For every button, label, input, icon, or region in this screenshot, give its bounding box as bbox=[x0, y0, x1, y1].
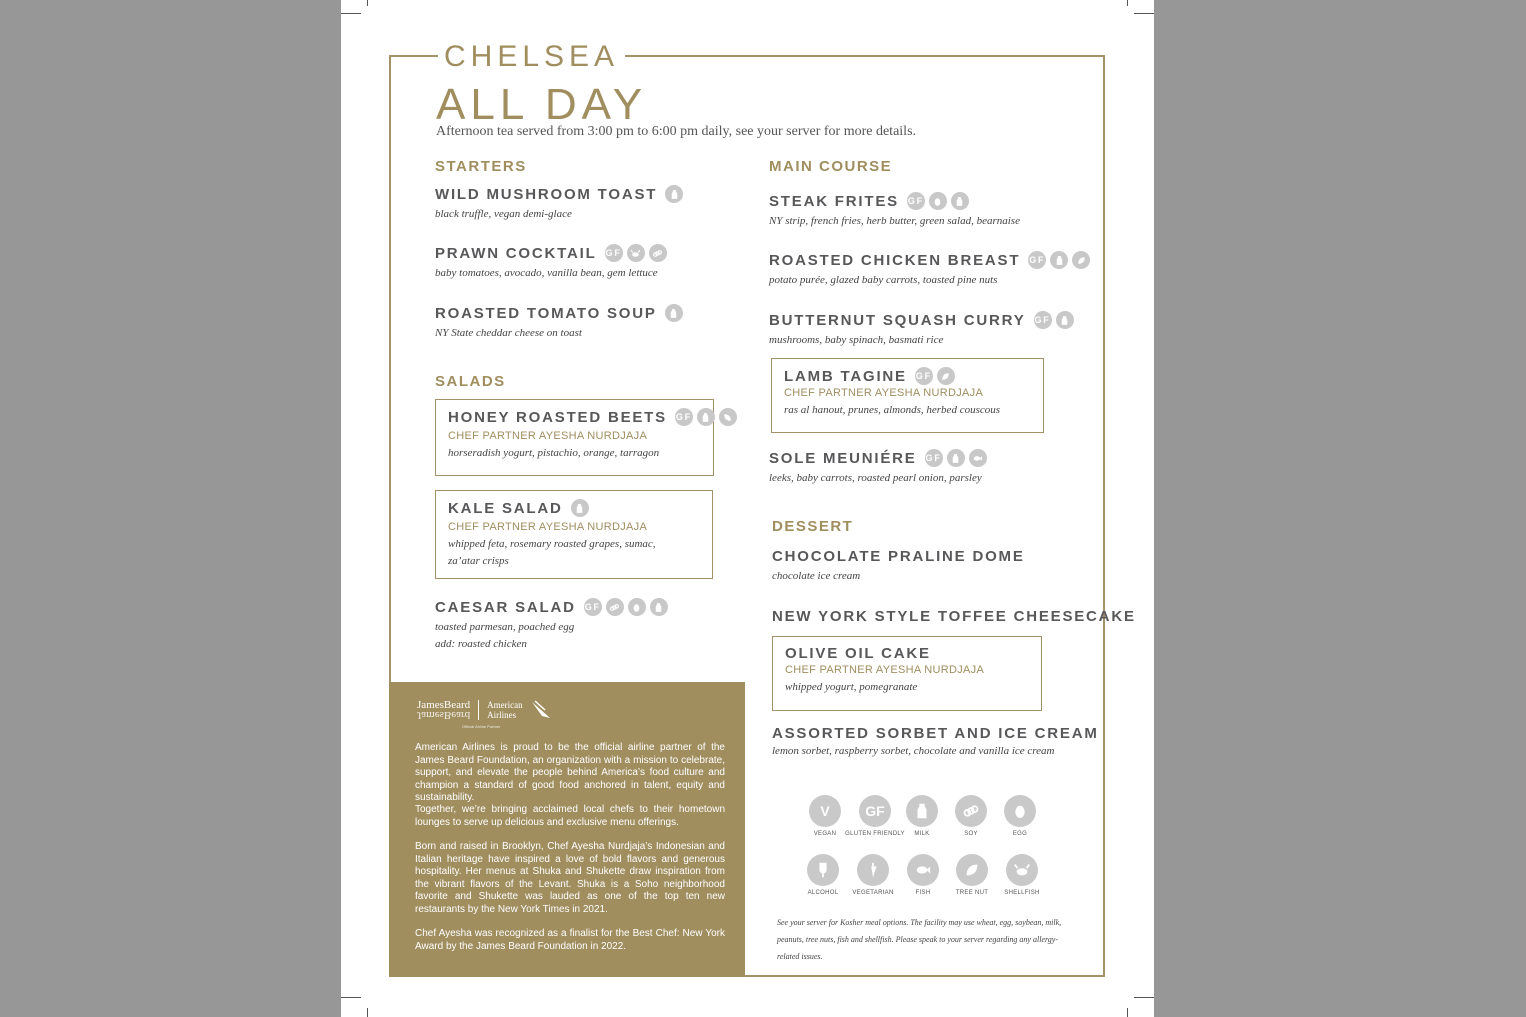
menu-item bbox=[772, 548, 1029, 585]
item-name: LAMB TAGINE bbox=[784, 367, 907, 385]
tree-nut-icon bbox=[937, 367, 955, 385]
section-starters: STARTERS bbox=[435, 158, 527, 175]
milk-icon bbox=[906, 795, 938, 827]
menu-item bbox=[772, 725, 1103, 760]
menu-item bbox=[435, 185, 683, 223]
partner-caption: Official Airline Partner bbox=[462, 724, 501, 729]
gluten-friendly-icon: GF bbox=[925, 449, 943, 467]
gluten-friendly-icon: GF bbox=[584, 598, 602, 616]
item-description: toasted parmesan, poached egg add: roasted chicken bbox=[435, 621, 575, 650]
item-name: ASSORTED SORBET AND ICE CREAM bbox=[772, 725, 1099, 742]
menu-item bbox=[435, 598, 668, 653]
eagle-icon bbox=[531, 700, 553, 720]
item-name: CAESAR SALAD bbox=[435, 598, 576, 616]
featured-item bbox=[435, 399, 714, 476]
item-description: black truffle, vegan demi-glace bbox=[435, 208, 572, 220]
panel-paragraph: American Airlines is proud to be the official airline partner of the James Beard Foundation, an organization with a mission to celebrate, support, and elevate the people behind America’s food culture and champion a standard of good food anchored in talent, equity and sustainability. bbox=[415, 742, 725, 803]
item-description: chocolate ice cream bbox=[772, 570, 861, 582]
menu-item bbox=[435, 244, 667, 282]
gluten-friendly-icon: GF bbox=[1034, 311, 1052, 329]
shellfish-icon bbox=[1006, 854, 1038, 886]
item-description: leeks, baby carrots, roasted pearl onion, parsley bbox=[769, 472, 982, 484]
milk-icon bbox=[1056, 311, 1074, 329]
soy-icon bbox=[955, 795, 987, 827]
item-name: SOLE MEUNIÉRE bbox=[769, 449, 917, 467]
crop-mark bbox=[341, 13, 361, 14]
legend-item: EGG bbox=[992, 795, 1048, 837]
egg-icon bbox=[929, 192, 947, 210]
panel-paragraph: Born and raised in Brooklyn, Chef Ayesha Nurdjaja’s Indonesian and Italian heritage have inspired a love of bold flavors and generous hospitality. Her menus at Shuka and Shukette draw inspiration from the vibrant flavors of the Levant. Shuka is a Soho neighborhood favorite and Shukette was lauded as one of the top ten new restaurants by the New York Times in 2021. bbox=[415, 841, 725, 915]
legend-item: GF GLUTEN FRIENDLY bbox=[842, 795, 908, 837]
brand-name: CHELSEA bbox=[438, 40, 625, 74]
chef-credit: CHEF PARTNER AYESHA NURDJAJA bbox=[784, 387, 984, 399]
panel-paragraph: Chef Ayesha was recognized as a finalist for the Best Chef: New York Award by the James Beard Foundation in 2022. bbox=[415, 928, 725, 952]
menu-item bbox=[772, 608, 1140, 625]
item-name: BUTTERNUT SQUASH CURRY bbox=[769, 311, 1026, 329]
item-description: baby tomatoes, avocado, vanilla bean, gem lettuce bbox=[435, 267, 658, 279]
tree-nut-icon bbox=[1072, 251, 1090, 269]
vegetarian-icon bbox=[857, 854, 889, 886]
item-name: ROASTED CHICKEN BREAST bbox=[769, 251, 1021, 269]
item-description: whipped yogurt, pomegranate bbox=[785, 681, 918, 693]
milk-icon bbox=[650, 598, 668, 616]
partner-panel bbox=[389, 682, 745, 977]
crop-mark bbox=[367, 0, 368, 6]
item-description: whipped feta, rosemary roasted grapes, sumac, za’atar crisps bbox=[448, 538, 656, 567]
item-name: OLIVE OIL CAKE bbox=[785, 645, 931, 662]
milk-icon bbox=[665, 304, 683, 322]
milk-icon bbox=[697, 408, 715, 426]
legend-item: ALCOHOL bbox=[795, 854, 851, 896]
vegan-icon: V bbox=[809, 795, 841, 827]
item-description: ras al hanout, prunes, almonds, herbed couscous bbox=[784, 404, 1001, 416]
milk-icon bbox=[1050, 251, 1068, 269]
item-name: PRAWN COCKTAIL bbox=[435, 244, 597, 262]
american-airlines-logo: American Airlines bbox=[487, 700, 523, 720]
chef-credit: CHEF PARTNER AYESHA NURDJAJA bbox=[785, 664, 985, 676]
logo-divider bbox=[478, 700, 479, 720]
legend-item: MILK bbox=[894, 795, 950, 837]
milk-icon bbox=[571, 499, 589, 517]
gluten-friendly-icon: GF bbox=[675, 408, 693, 426]
page-title: ALL DAY bbox=[436, 80, 648, 129]
milk-icon bbox=[665, 185, 683, 203]
alcohol-icon bbox=[807, 854, 839, 886]
legend-item: V VEGAN bbox=[797, 795, 853, 837]
item-name: STEAK FRITES bbox=[769, 192, 899, 210]
tree-nut-icon bbox=[956, 854, 988, 886]
gluten-friendly-icon: GF bbox=[859, 795, 891, 827]
gluten-friendly-icon: GF bbox=[907, 192, 925, 210]
legend-item: SOY bbox=[943, 795, 999, 837]
milk-icon bbox=[947, 449, 965, 467]
item-name: HONEY ROASTED BEETS bbox=[448, 408, 667, 426]
featured-item bbox=[772, 636, 1042, 711]
egg-icon bbox=[1004, 795, 1036, 827]
item-name: NEW YORK STYLE TOFFEE CHEESECAKE bbox=[772, 608, 1136, 625]
chef-credit: CHEF PARTNER AYESHA NURDJAJA bbox=[448, 430, 648, 442]
panel-paragraph: Together, we’re bringing acclaimed local chefs to their hometown lounges to serve up delicious and exclusive menu offerings. bbox=[415, 804, 725, 828]
soy-icon bbox=[649, 244, 667, 262]
menu-item bbox=[769, 311, 1074, 349]
vegetarian-icon bbox=[719, 408, 737, 426]
item-description: horseradish yogurt, pistachio, orange, tarragon bbox=[448, 447, 660, 459]
featured-item bbox=[771, 358, 1044, 433]
soy-icon bbox=[606, 598, 624, 616]
item-name: CHOCOLATE PRALINE DOME bbox=[772, 548, 1025, 565]
menu-item bbox=[435, 304, 683, 342]
gluten-friendly-icon: GF bbox=[1028, 251, 1046, 269]
menu-item bbox=[769, 251, 1090, 289]
section-dessert: DESSERT bbox=[772, 518, 854, 535]
item-description: lemon sorbet, raspberry sorbet, chocolate and vanilla ice cream bbox=[772, 745, 1055, 757]
fish-icon bbox=[969, 449, 987, 467]
page-subtitle: Afternoon tea served from 3:00 pm to 6:00 pm daily, see your server for more details. bbox=[436, 124, 917, 139]
shellfish-icon bbox=[627, 244, 645, 262]
crop-mark bbox=[1134, 997, 1154, 998]
crop-mark bbox=[1127, 1008, 1128, 1017]
crop-mark bbox=[1127, 0, 1128, 6]
menu-page bbox=[341, 0, 1154, 1017]
gluten-friendly-icon: GF bbox=[915, 367, 933, 385]
legend-item: TREE NUT bbox=[944, 854, 1000, 896]
gluten-friendly-icon: GF bbox=[605, 244, 623, 262]
section-main-course: MAIN COURSE bbox=[769, 158, 893, 175]
legend-item: VEGETARIAN bbox=[845, 854, 901, 896]
item-name: WILD MUSHROOM TOAST bbox=[435, 185, 658, 203]
crop-mark bbox=[367, 1008, 368, 1017]
item-description: mushrooms, baby spinach, basmati rice bbox=[769, 334, 944, 346]
james-beard-logo: JamesBeard JamesBeard bbox=[417, 699, 471, 721]
chef-credit: CHEF PARTNER AYESHA NURDJAJA bbox=[448, 521, 648, 533]
egg-icon bbox=[628, 598, 646, 616]
item-name: KALE SALAD bbox=[448, 499, 563, 517]
item-description: NY strip, french fries, herb butter, green salad, bearnaise bbox=[769, 215, 1020, 227]
partner-logos bbox=[417, 700, 553, 720]
crop-mark bbox=[341, 997, 361, 998]
legend-item: SHELLFISH bbox=[994, 854, 1050, 896]
allergy-note: See your server for Kosher meal options. The facility may use wheat, egg, soybean, milk, peanuts, tree nuts, fish and shellfish. Please speak to your server regarding any allergy-related issues. bbox=[777, 918, 1062, 961]
legend-item: FISH bbox=[895, 854, 951, 896]
menu-item bbox=[769, 449, 987, 487]
fish-icon bbox=[907, 854, 939, 886]
crop-mark bbox=[1134, 13, 1154, 14]
item-description: NY State cheddar cheese on toast bbox=[435, 327, 582, 339]
item-description: potato purée, glazed baby carrots, toasted pine nuts bbox=[769, 274, 998, 286]
item-name: ROASTED TOMATO SOUP bbox=[435, 304, 657, 322]
featured-item bbox=[435, 490, 713, 579]
menu-item bbox=[769, 192, 1020, 230]
section-salads: SALADS bbox=[435, 373, 506, 390]
milk-icon bbox=[951, 192, 969, 210]
